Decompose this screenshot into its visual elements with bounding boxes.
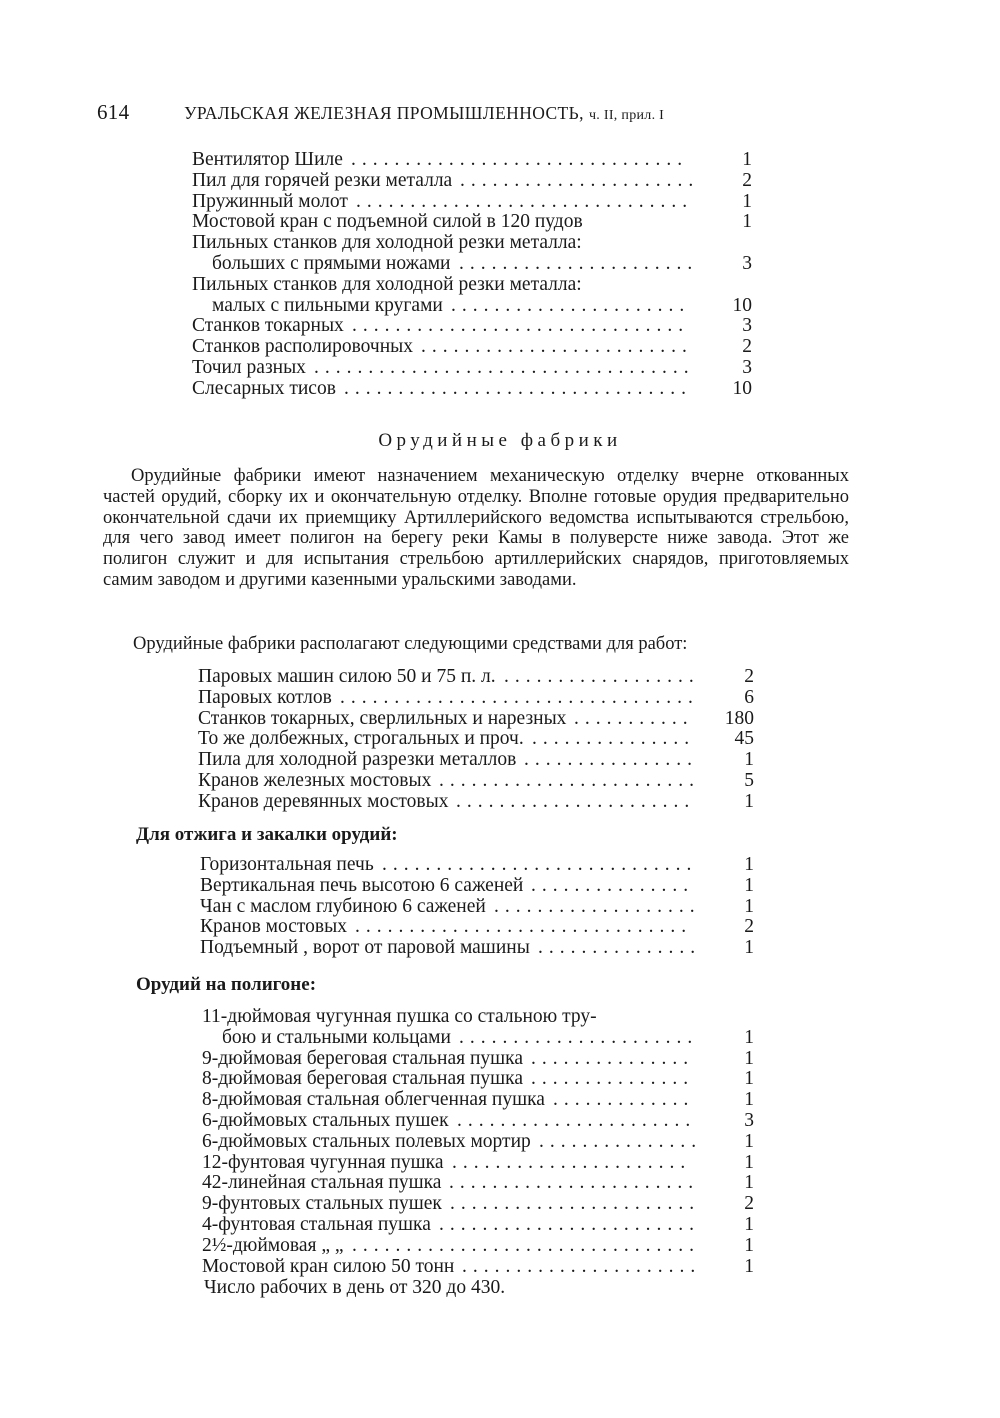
- item-label: 2½-дюймовая „ „: [202, 1234, 344, 1256]
- dot-leader: .................................: [340, 686, 699, 708]
- item-quantity: 1: [744, 1089, 754, 1111]
- item-label: 11-дюймовая чугунная пушка со стальною тру-: [202, 1006, 597, 1027]
- item-label: 42-линейная стальная пушка: [202, 1172, 442, 1194]
- list-item: [202, 1028, 754, 1049]
- dot-leader: ......................: [460, 169, 700, 191]
- item-label: Чан с маслом глубиною 6 саженей: [200, 895, 486, 917]
- item-quantity: 1: [744, 895, 754, 917]
- item-quantity: 1: [744, 790, 754, 812]
- item-quantity: 1: [744, 937, 754, 959]
- item-label: больших с прямыми ножами: [212, 252, 451, 274]
- item-label: Кранов железных мостовых: [198, 769, 432, 791]
- equipment-list-2: [198, 667, 754, 813]
- item-label: 6-дюймовых стальных полевых мортир: [202, 1130, 531, 1152]
- list-item: [192, 233, 752, 254]
- list-item: [198, 688, 754, 709]
- dot-leader: ................................: [344, 377, 692, 399]
- page-number: 614: [97, 100, 130, 124]
- item-quantity: 1: [744, 1047, 754, 1069]
- item-quantity: 1: [742, 211, 752, 233]
- list-item: [192, 337, 752, 358]
- dot-leader: .......................: [449, 1172, 700, 1194]
- list-item: [202, 1257, 754, 1278]
- list-item: [192, 192, 752, 213]
- item-label: Паровых машин силою 50 и 75 п. л.: [198, 666, 496, 687]
- item-quantity: 2: [742, 336, 752, 358]
- workers-count-line: Число рабочих в день от 320 до 430.: [204, 1277, 506, 1298]
- item-label: Пил для горячей резки металла: [192, 169, 453, 191]
- item-quantity: 3: [742, 315, 752, 337]
- item-label: Горизонтальная печь: [200, 854, 374, 875]
- page-header: [97, 100, 817, 125]
- item-label: Пильных станков для холодной резки металла:: [192, 232, 582, 254]
- list-item: [192, 171, 752, 192]
- dot-leader: ................: [524, 749, 698, 771]
- list-item: [202, 1173, 754, 1194]
- dot-leader: ...............: [531, 874, 695, 896]
- item-label: малых с пильными кругами: [212, 294, 443, 316]
- equipment-list-4: [202, 1007, 754, 1277]
- dot-leader: ...................: [494, 895, 701, 917]
- dot-leader: ......................: [459, 252, 699, 274]
- dot-leader: ...........: [574, 707, 694, 729]
- dot-leader: ...............................: [355, 916, 693, 938]
- item-quantity: 1: [744, 1213, 754, 1235]
- item-label: Подъемный , ворот от паровой машины: [200, 937, 530, 959]
- item-quantity: 45: [734, 728, 754, 750]
- list-item: [200, 917, 754, 938]
- list-item: [202, 1090, 754, 1111]
- dot-leader: ......................: [451, 294, 691, 316]
- running-title: УРАЛЬСКАЯ ЖЕЛЕЗНАЯ ПРОМЫШЛЕННОСТЬ,: [184, 103, 584, 123]
- item-quantity: 1: [742, 149, 752, 170]
- list-item: [202, 1194, 754, 1215]
- dot-leader: ..................: [504, 666, 700, 687]
- item-label: Вертикальная печь высотою 6 саженей: [200, 874, 524, 896]
- item-quantity: 10: [732, 377, 752, 399]
- list-item: [198, 709, 754, 730]
- list-item: [202, 1236, 754, 1257]
- dot-leader: ......................: [452, 1151, 692, 1173]
- item-quantity: 1: [744, 1172, 754, 1194]
- list-item: [192, 379, 752, 400]
- item-label: Пружинный молот: [192, 190, 348, 212]
- dot-leader: ...............: [531, 1047, 695, 1069]
- item-quantity: 1: [744, 854, 754, 875]
- item-label: Пильных станков для холодной резки металла:: [192, 273, 582, 295]
- dot-leader: ...............: [538, 937, 702, 959]
- dot-leader: ......................: [456, 790, 696, 812]
- list-item: [202, 1111, 754, 1132]
- item-label: Мостовой кран с подъемной силой в 120 пудов: [192, 211, 583, 233]
- list-item: [202, 1007, 754, 1028]
- item-label: Слесарных тисов: [192, 377, 336, 399]
- item-label: Кранов мостовых: [200, 916, 347, 938]
- list-item: [198, 750, 754, 771]
- list-item: [192, 316, 752, 337]
- list-item: [192, 275, 752, 296]
- section-heading: Орудийные фабрики: [378, 430, 622, 451]
- equipment-list-3: [200, 855, 754, 959]
- item-label: Паровых котлов: [198, 686, 332, 708]
- paragraph-means: Орудийные фабрики располагают следующими средствами для работ:: [133, 634, 688, 654]
- list-item: [202, 1153, 754, 1174]
- dot-leader: ...................................: [314, 356, 695, 378]
- item-quantity: 180: [724, 707, 754, 729]
- dot-leader: .............: [553, 1089, 695, 1111]
- item-label: Станков токарных, сверлильных и нарезных: [198, 707, 567, 729]
- list-item: [198, 792, 754, 813]
- item-label: 8-дюймовая стальная облегченная пушка: [202, 1089, 545, 1111]
- dot-leader: .......................: [450, 1193, 701, 1215]
- item-quantity: 6: [744, 686, 754, 708]
- dot-leader: .............................: [382, 854, 698, 875]
- list-item: [192, 150, 752, 171]
- dot-leader: .........................: [421, 336, 693, 358]
- dot-leader: ......................: [459, 1026, 699, 1048]
- item-quantity: 1: [742, 190, 752, 212]
- list-item: [200, 876, 754, 897]
- list-item: [192, 254, 752, 275]
- item-label: 6-дюймовых стальных пушек: [202, 1109, 449, 1131]
- list-item: [198, 729, 754, 750]
- item-label: 9-фунтовых стальных пушек: [202, 1193, 442, 1215]
- dot-leader: ...............: [539, 1130, 703, 1152]
- item-label: 8-дюймовая береговая стальная пушка: [202, 1068, 523, 1090]
- list-item: [202, 1132, 754, 1153]
- dot-leader: ......................: [462, 1255, 702, 1277]
- item-quantity: 1: [744, 1234, 754, 1256]
- list-item: [202, 1069, 754, 1090]
- list-item: [198, 667, 754, 688]
- item-quantity: 2: [744, 1193, 754, 1215]
- item-quantity: 1: [744, 1026, 754, 1048]
- dot-leader: ...............: [532, 728, 696, 750]
- item-quantity: 1: [744, 874, 754, 896]
- item-label: 12-фунтовая чугунная пушка: [202, 1151, 444, 1173]
- item-quantity: 2: [742, 169, 752, 191]
- list-item: [202, 1049, 754, 1070]
- item-quantity: 2: [744, 916, 754, 938]
- dot-leader: ...............: [531, 1068, 695, 1090]
- item-quantity: 1: [744, 1255, 754, 1277]
- dot-leader: ................................: [352, 1234, 700, 1256]
- list-item: [200, 897, 754, 918]
- subheading-proving-ground: Орудий на полигоне:: [136, 974, 317, 995]
- paragraph-intro: Орудийные фабрики имеют назначением механическую отделку вчерне откованных частей орудий, сборку их и окончательную отделку. Вполне готовые орудия предварительно окончательной сдачи их приемщику Артиллерийского ведомства испытываются стрельбою, для чего завод имеет полигон на берегу реки Камы в полуверсте ниже завода. Этот же полигон служит и для испытания стрельбою артиллерийских снарядов, приготовляемых самим заводом и другими казенными уральскими заводами.: [103, 466, 849, 590]
- item-quantity: 1: [744, 1151, 754, 1173]
- item-quantity: 1: [744, 749, 754, 771]
- item-label: Станков располировочных: [192, 336, 413, 358]
- item-label: Кранов деревянных мостовых: [198, 790, 449, 812]
- item-quantity: 5: [744, 769, 754, 791]
- dot-leader: ........................: [439, 769, 700, 791]
- list-item: [198, 771, 754, 792]
- dot-leader: ...............................: [352, 315, 690, 337]
- equipment-list-1: [192, 150, 752, 400]
- item-label: Вентилятор Шиле: [192, 149, 343, 170]
- item-quantity: 1: [744, 1068, 754, 1090]
- item-label: Мостовой кран силою 50 тонн: [202, 1255, 455, 1277]
- item-label: То же долбежных, строгальных и проч.: [198, 728, 524, 750]
- dot-leader: ........................: [439, 1213, 700, 1235]
- list-item: [200, 855, 754, 876]
- item-quantity: 1: [744, 1130, 754, 1152]
- item-quantity: 3: [742, 252, 752, 274]
- list-item: [202, 1215, 754, 1236]
- item-label: бою и стальными кольцами: [222, 1026, 451, 1048]
- item-label: Станков токарных: [192, 315, 344, 337]
- dot-leader: ...............................: [356, 190, 694, 212]
- dot-leader: ......................: [457, 1109, 697, 1131]
- item-quantity: 10: [732, 294, 752, 316]
- list-item: [192, 358, 752, 379]
- list-item: [192, 296, 752, 317]
- item-quantity: 3: [744, 1109, 754, 1131]
- subheading-annealing: Для отжига и закалки орудий:: [136, 824, 398, 845]
- item-label: 9-дюймовая береговая стальная пушка: [202, 1047, 523, 1069]
- list-item: [200, 938, 754, 959]
- list-item: [192, 212, 752, 233]
- item-label: Точил разных: [192, 356, 306, 378]
- item-label: 4-фунтовая стальная пушка: [202, 1213, 431, 1235]
- item-quantity: 2: [744, 666, 754, 687]
- dot-leader: ...............................: [351, 149, 689, 170]
- item-quantity: 3: [742, 356, 752, 378]
- running-title-suffix: ч. II, прил. I: [588, 108, 665, 123]
- item-label: Пила для холодной разрезки металлов: [198, 749, 517, 771]
